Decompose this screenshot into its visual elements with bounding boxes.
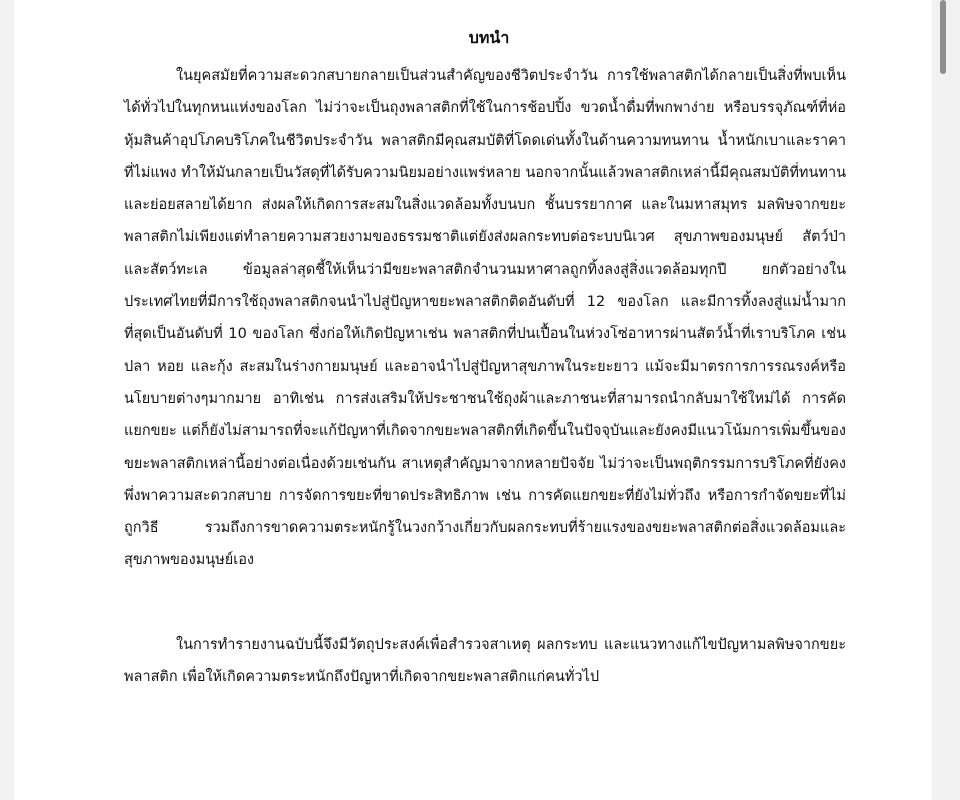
vertical-scrollbar[interactable] [946,0,954,800]
document-title: บทนำ [468,28,510,47]
paragraph-introduction: ในยุคสมัยที่ความสะดวกสบายกลายเป็นส่วนสำคัญของชีวิตประจำวัน การใช้พลาสติกได้กลายเป็นสิ่งที่พบเห็นได้ทั่วไปในทุกหนแห่งของโลก ไม่ว่าจะเป็นถุงพลาสติกที่ใช้ในการช้อปปิ้ง ขวดน้ำดื่มที่พกพาง่าย หรือบรรจุภัณฑ์ที่ห่อหุ้มสินค้าอุปโภคบริโภคในชีวิตประจำวัน พลาสติกมีคุณสมบัติที่โดดเด่นทั้งในด้านความทนทาน น้ำหนักเบาและราคาที่ไม่แพง ทำให้มันกลายเป็นวัสดุที่ได้รับความนิยมอย่างแพร่หลาย นอกจากนั้นแล้วพลาสติกเหล่านี้มีคุณสมบัติที่ทนทานและย่อยสลายได้ยาก ส่งผลให้เกิดการสะสมในสิ่งแวดล้อมทั้งบนบก ชั้นบรรยากาศ และในมหาสมุทร มลพิษจากขยะพลาสติกไม่เพียงแต่ทำลายความสวยงามของธรรมชาติแต่ยังส่งผลกระทบต่อระบบนิเวศ สุขภาพของมนุษย์ สัตว์ป่า และสัตว์ทะเล ข้อมูลล่าสุดชี้ให้เห็นว่ามีขยะพลาสติกจำนวนมหาศาลถูกทิ้งลงสู่สิ่งแวดล้อมทุกปี ยกตัวอย่างในประเทศไทยที่มีการใช้ถุงพลาสติกจนนำไปสู่ปัญหาขยะพลาสติกติดอันดับที่ 12 ของโลก และมีการทิ้งลงสู่แม่น้ำมากที่สุดเป็นอันดับที่ 10 ของโลก ซึ่งก่อให้เกิดปัญหาเช่น พลาสติกที่ปนเปื้อนในห่วงโซ่อาหารผ่านสัตว์น้ำที่เราบริโภค เช่น ปลา หอย และกุ้ง สะสมในร่างกายมนุษย์ และอาจนำไปสู่ปัญหาสุขภาพในระยะยาว แม้จะมีมาตรการการรณรงค์หรือนโยบายต่างๆมากมาย อาทิเช่น การส่งเสริมให้ประชาชนใช้ถุงผ้าและภาชนะที่สามารถนำกลับมาใช้ใหม่ได้ การคัดแยกขยะ แต่ก็ยังไม่สามารถที่จะแก้ปัญหาที่เกิดจากขยะพลาสติกที่เกิดขึ้นในปัจจุบันและยังคงมีแนวโน้มการเพิ่มขึ้นของขยะพลาสติกเหล่านี้อย่างต่อเนื่องด้วยเช่นกัน สาเหตุสำคัญมาจากหลายปัจจัย ไม่ว่าจะเป็นพฤติกรรมการบริโภคที่ยังคงพึ่งพาความสะดวกสบาย การจัดการขยะที่ขาดประสิทธิภาพ เช่น การคัดแยกขยะที่ยังไม่ทั่วถึง หรือการกำจัดขยะที่ไม่ถูกวิธี รวมถึงการขาดความตระหนักรู้ในวงกว้างเกี่ยวกับผลกระทบที่ร้ายแรงของขยะพลาสติกต่อสิ่งแวดล้อมและสุขภาพของมนุษย์เอง [124,68,846,569]
scrollbar-thumb[interactable] [940,0,946,74]
paragraph-objective: ในการทำรายงานฉบับนี้จึงมีวัตถุประสงค์เพื่อสำรวจสาเหตุ ผลกระทบ และแนวทางแก้ไขปัญหามลพิษจากขยะพลาสติก เพื่อให้เกิดความตระหนักถึงปัญหาที่เกิดจากขยะพลาสติกแก่คนทั่วไป [124,637,846,686]
